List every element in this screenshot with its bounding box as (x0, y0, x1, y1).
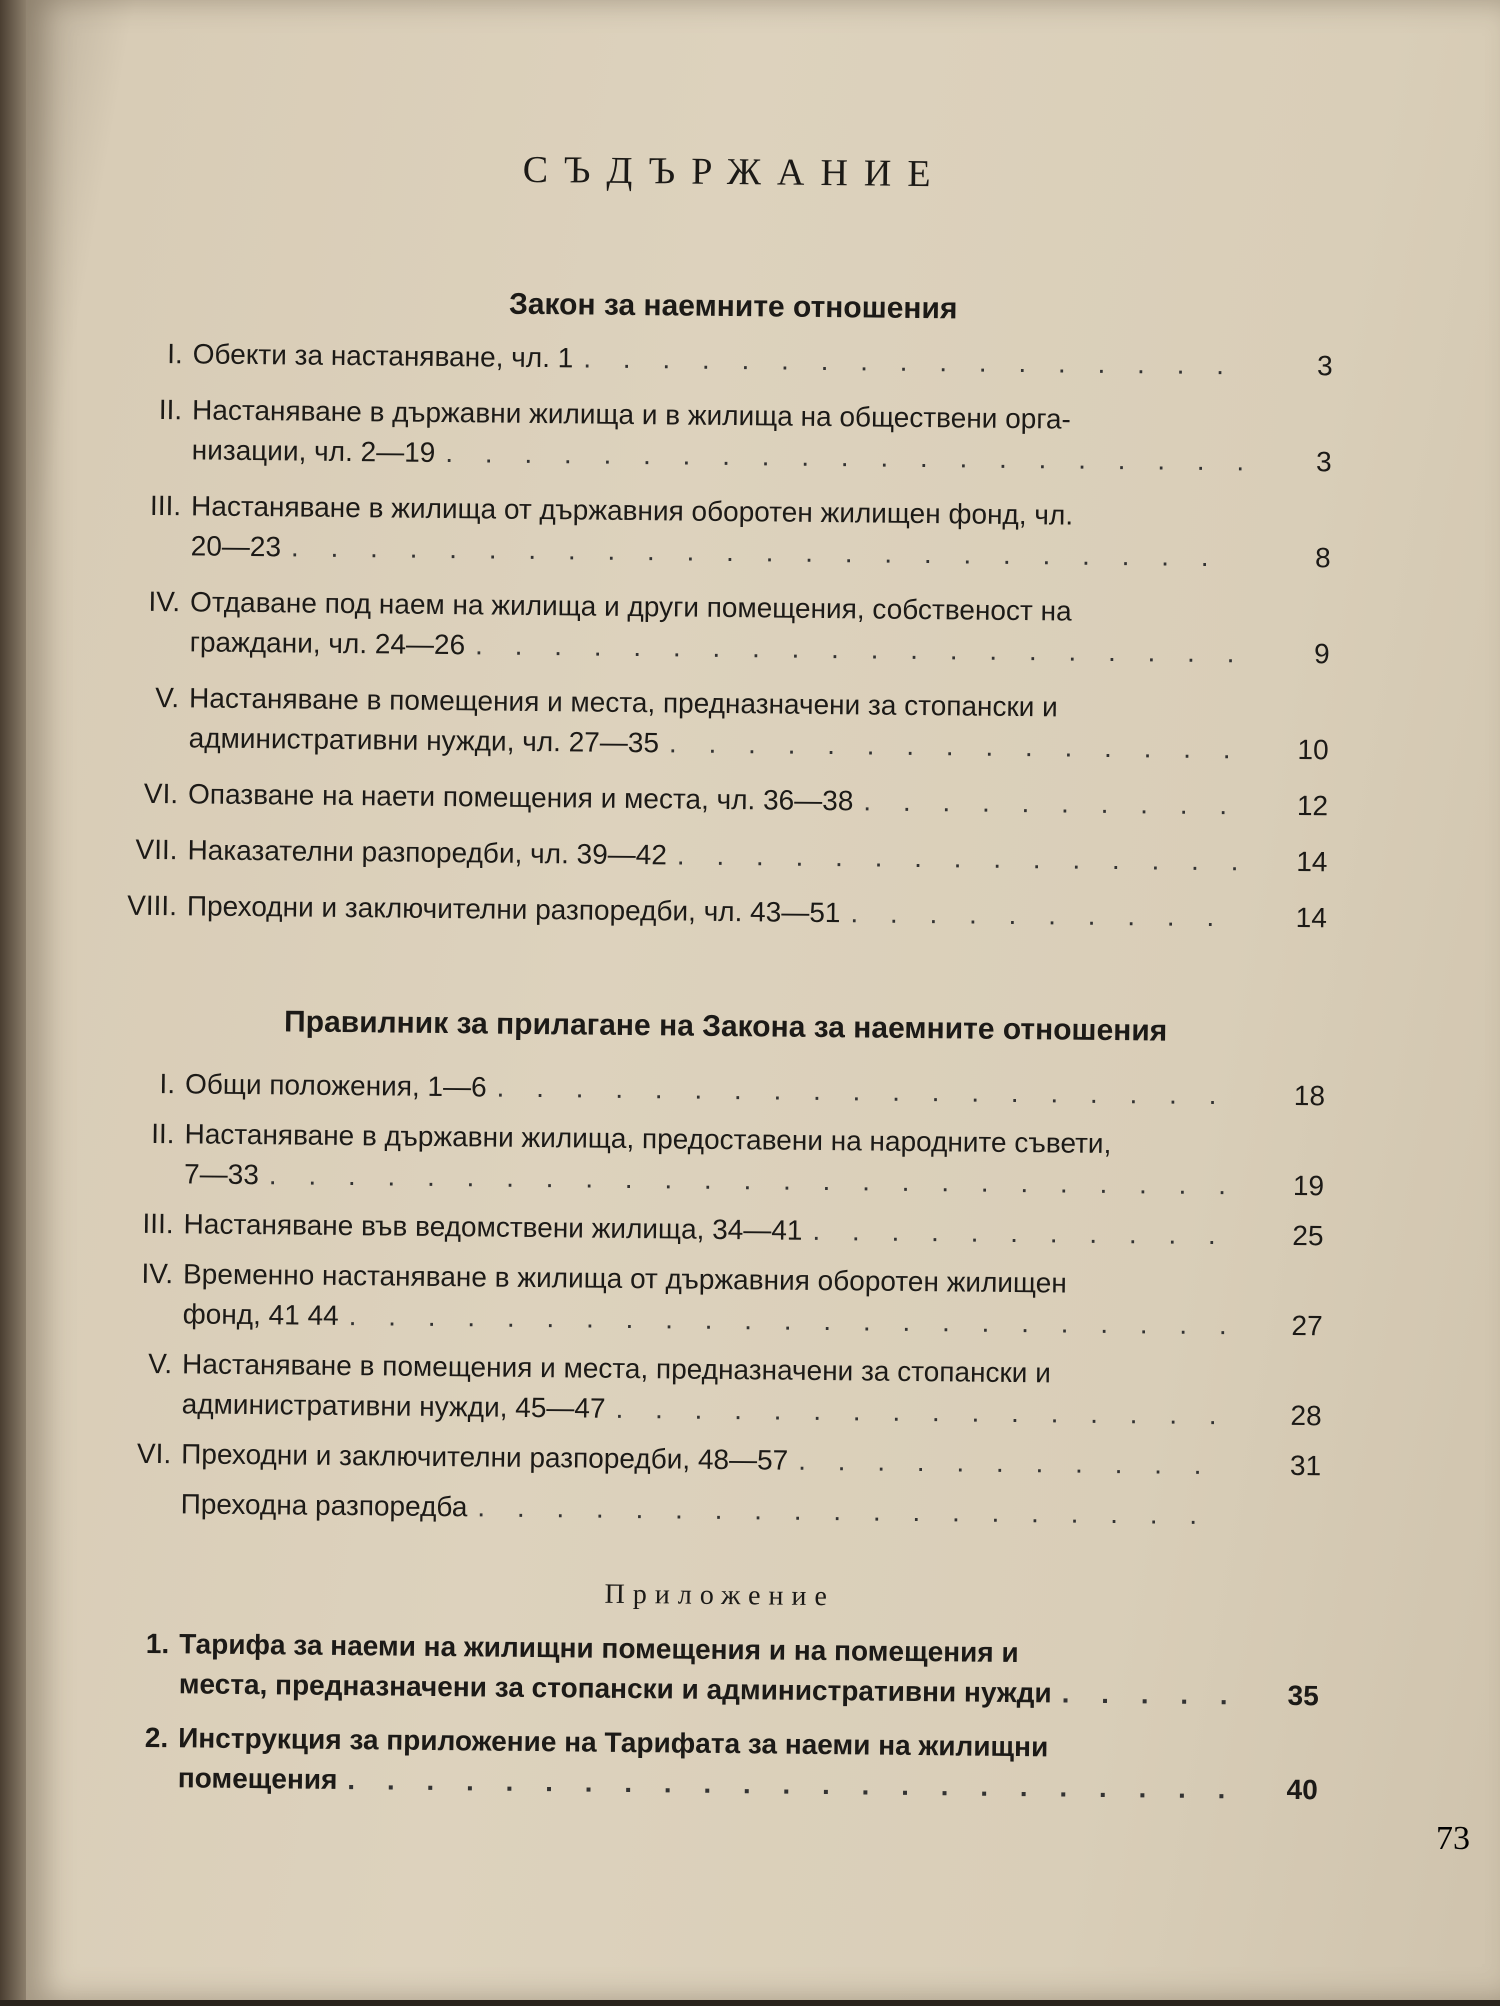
entry-page-number: 18 (1293, 1079, 1326, 1112)
entry-number: VIII. (127, 889, 178, 922)
dot-leader (347, 1760, 1228, 1809)
entry-number: V. (155, 682, 180, 714)
entry-page-number: 25 (1292, 1219, 1324, 1252)
entry-text: фонд, 41 44 (182, 1298, 339, 1331)
toc-entry (128, 830, 1328, 878)
entry-page-number: 12 (1296, 789, 1329, 822)
toc-entry (130, 582, 1330, 670)
entry-number: VI. (136, 1437, 172, 1470)
toc-entry (124, 1204, 1324, 1252)
entry-text: Инструкция за приложение на Тарифата за наеми на жилищни (178, 1722, 1049, 1763)
dot-leader (477, 1487, 1231, 1535)
entry-text: Настаняване във ведомствени жилища, 34—41 (183, 1208, 803, 1246)
toc-entry (121, 1434, 1322, 1482)
entry-text: административни нужди, чл. 27—35 (188, 722, 660, 759)
toc-entry (125, 1114, 1325, 1202)
entry-text: Обекти за настаняване, чл. 1 (192, 338, 574, 374)
dot-leader (291, 527, 1241, 577)
toc-entry (123, 1254, 1323, 1342)
entry-number: IV. (141, 1257, 174, 1290)
entry-number: II. (158, 394, 183, 426)
entry-number: VI. (143, 777, 179, 810)
contents-title: СЪДЪРЖАНИЕ (522, 148, 947, 196)
dot-leader (669, 723, 1239, 769)
toc-entry (122, 1344, 1322, 1432)
dot-leader (349, 1296, 1233, 1345)
entry-page-number: 19 (1292, 1169, 1325, 1202)
entry-page-number: 35 (1287, 1679, 1319, 1712)
appendix-title: Приложение (604, 1578, 836, 1613)
entry-number: III. (149, 489, 182, 522)
dot-leader (812, 1211, 1234, 1255)
toc-entry (132, 390, 1332, 478)
entry-text: административни нужди, 45—47 (181, 1388, 606, 1424)
entry-number: V. (148, 1347, 173, 1380)
entry-text: Настаняване в помещения и места, предназначени за стопански и (188, 682, 1058, 723)
dot-leader (1061, 1674, 1228, 1716)
dot-leader (445, 433, 1242, 481)
entry-page-number: 28 (1290, 1399, 1322, 1432)
toc-entry (133, 334, 1333, 382)
entry-number: VII. (135, 833, 178, 866)
toc-entry (121, 1484, 1321, 1523)
entry-text: места, предназначени за стопански и административни нужди (178, 1668, 1052, 1709)
entry-page-number: 3 (1315, 446, 1332, 478)
book-spine-edge (0, 0, 26, 2000)
toc-entry (131, 486, 1331, 574)
law-section-title: Закон за наемните отношения (508, 287, 958, 326)
dot-leader (677, 835, 1238, 881)
toc-entry (118, 1718, 1318, 1806)
entry-number: 2. (144, 1721, 169, 1754)
entry-text: Настаняване в държавни жилища, предоставени на народните съвети, (184, 1118, 1112, 1160)
entry-text: 20—23 (190, 530, 282, 563)
entry-text: Преходна разпоредба (180, 1488, 468, 1523)
dot-leader (496, 1068, 1235, 1116)
entry-page-number: 27 (1291, 1309, 1323, 1342)
page-number: 73 (1436, 1820, 1470, 1857)
dot-leader (850, 893, 1237, 937)
entry-page-number: 8 (1314, 542, 1331, 574)
dot-leader (798, 1441, 1231, 1486)
entry-number: I. (167, 338, 183, 370)
rules-section-title: Правилник за прилагане на Закона за наемните отношения (283, 1005, 1168, 1048)
dot-leader (475, 625, 1240, 673)
entry-text: Опазване на наети помещения и места, чл. 36—38 (187, 778, 854, 817)
entry-text: Тарифа за наеми на жилищни помещения и на помещения и (179, 1628, 1019, 1669)
entry-number: I. (159, 1068, 176, 1100)
entry-text: Преходни и заключителни разпоредби, 48—57 (181, 1438, 789, 1476)
entry-text: Преходни и заключителни разпоредби, чл. 43—51 (186, 890, 841, 929)
dot-leader (615, 1389, 1232, 1435)
entry-page-number: 10 (1297, 733, 1329, 766)
entry-page-number: 14 (1295, 901, 1328, 934)
dot-leader (583, 338, 1243, 385)
entry-number: II. (151, 1117, 175, 1150)
toc-entry (128, 774, 1329, 822)
entry-text: Временно настаняване в жилища от държавния оборотен жилищен (182, 1258, 1067, 1299)
toc-entry (119, 1624, 1319, 1712)
entry-text: помещения (177, 1762, 338, 1795)
entry-page-number: 3 (1316, 350, 1333, 382)
toc-entry (125, 1064, 1326, 1112)
dot-leader (863, 781, 1238, 825)
entry-text: Настаняване в държавни жилища и в жилища на обществени орга- (191, 394, 1071, 435)
entry-page-number: 9 (1313, 638, 1330, 670)
entry-page-number (1251, 1496, 1321, 1497)
entry-number: III. (142, 1207, 174, 1240)
entry-page-number: 31 (1289, 1449, 1322, 1482)
entry-text: Отдаване под наем на жилища и други помещения, собственост на (189, 586, 1072, 627)
entry-number: IV. (148, 585, 181, 618)
book-page (26, 0, 1500, 2000)
table-of-contents (116, 0, 1337, 2006)
entry-text: Общи положения, 1—6 (184, 1068, 487, 1103)
entry-text: Настаняване в жилища от държавния оборотен жилищен фонд, чл. (190, 490, 1074, 531)
toc-entry (127, 886, 1328, 934)
entry-text: низации, чл. 2—19 (191, 434, 436, 468)
entry-text: граждани, чл. 24—26 (189, 626, 466, 661)
entry-text: Наказателни разпоредби, чл. 39—42 (187, 834, 668, 871)
entry-page-number: 40 (1286, 1773, 1318, 1806)
entry-number (121, 1484, 171, 1485)
entry-page-number: 14 (1296, 845, 1328, 878)
entry-text: 7—33 (183, 1158, 260, 1191)
entry-text: Настаняване в помещения и места, предназначени за стопански и (181, 1348, 1051, 1389)
entry-number: 1. (145, 1627, 170, 1660)
toc-entry (129, 678, 1329, 766)
